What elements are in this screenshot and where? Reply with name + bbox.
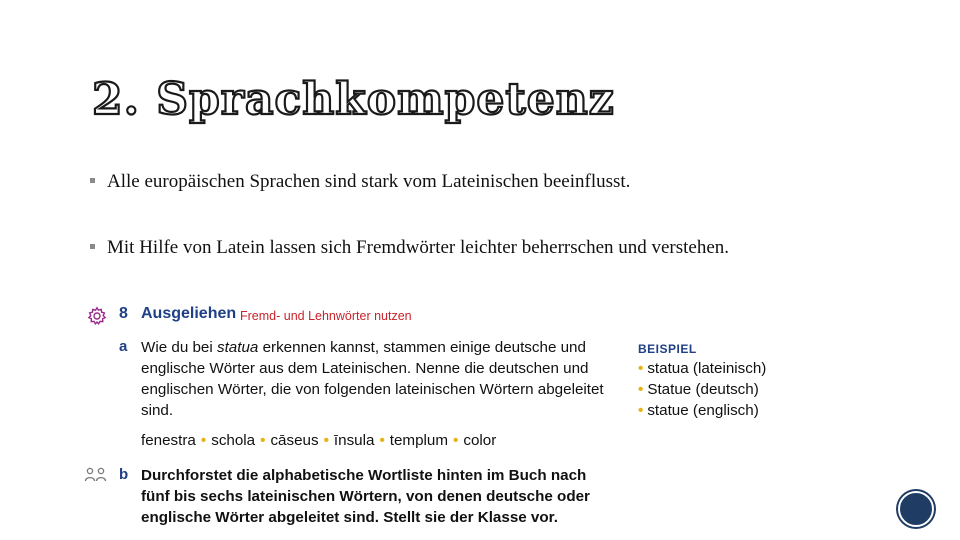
task-title: Ausgeliehen xyxy=(141,305,237,322)
latin-word: templum xyxy=(389,432,449,449)
example-list xyxy=(638,358,766,421)
example-heading: BEISPIEL xyxy=(638,342,697,356)
example-item: • statue (englisch) xyxy=(638,402,759,419)
part-b-text: Durchforstet die alphabetische Wortliste hinten im Buch nach fünf bis sechs lateinischen Wörtern, von denen deutsche oder englische Wörter abgeleitet sind. Stellt sie der Klasse vor. xyxy=(141,467,590,526)
latin-word: cāseus xyxy=(270,432,319,449)
partner-work-icon xyxy=(84,466,108,482)
bullet-text: Mit Hilfe von Latein lassen sich Fremdwörter leichter beherrschen und verstehen. xyxy=(107,237,730,258)
example-item: • statua (lateinisch) xyxy=(638,360,767,377)
latin-word: color xyxy=(463,432,497,449)
part-a-text: Wie du bei statua erkennen kannst, stammen einige deutsche und englische Wörter aus dem Lateinischen. Nenne die deutschen und englischen Wörter, die von folgenden lateinischen Wörtern abgeleitet sind. xyxy=(141,339,604,419)
latin-word: īnsula xyxy=(333,432,375,449)
slide-title: 2. Sprachkompetenz xyxy=(92,74,615,125)
latin-word: fenestra xyxy=(141,432,196,449)
part-b-letter: b xyxy=(119,466,129,483)
latin-word: schola xyxy=(211,432,256,449)
example-item: • Statue (deutsch) xyxy=(638,381,759,398)
latin-word-list: fenestra • schola • cāseus • īnsula • templum • color xyxy=(141,432,497,449)
task-number: 8 xyxy=(119,305,128,322)
bullet-text: Alle europäischen Sprachen sind stark vom Lateinischen beeinflusst. xyxy=(107,171,631,192)
slide-number-badge xyxy=(898,491,934,527)
latin-word-statua: statua xyxy=(216,339,259,356)
part-a-letter: a xyxy=(119,338,128,355)
task-subtitle: Fremd- und Lehnwörter nutzen xyxy=(240,309,412,323)
gear-icon xyxy=(87,306,107,326)
